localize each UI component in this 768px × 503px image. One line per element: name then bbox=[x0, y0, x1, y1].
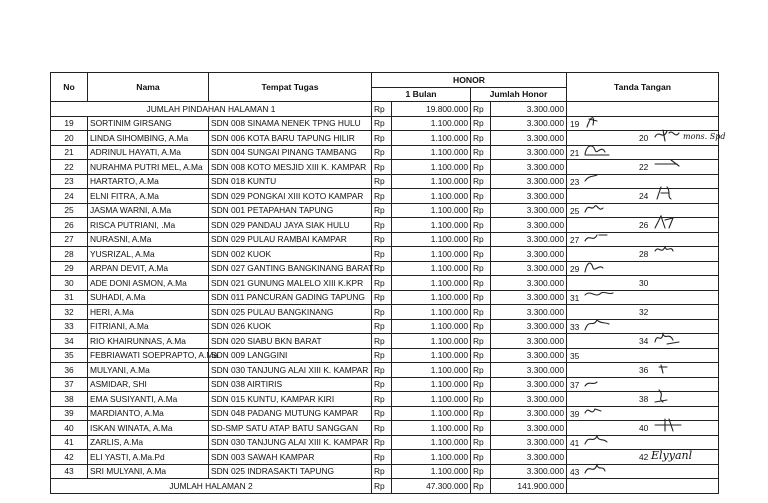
row-tempat-tugas: SDN 029 PONGKAI XIII KOTO KAMPAR bbox=[209, 189, 372, 204]
signature-number: 36 bbox=[639, 365, 649, 375]
row-number: 29 bbox=[51, 261, 88, 276]
row-bulan-amount: 1.100.000 bbox=[392, 363, 471, 378]
signature-cell bbox=[567, 435, 719, 450]
table-row bbox=[51, 319, 719, 334]
row-jumlah-amount: 3.300.000 bbox=[491, 174, 567, 189]
table-body bbox=[51, 102, 726, 479]
row-rp-1: Rp bbox=[372, 377, 392, 392]
row-bulan-amount: 1.100.000 bbox=[392, 203, 471, 218]
row-nama: ADE DONI ASMON, A.Ma bbox=[88, 276, 209, 291]
header-nama: Nama bbox=[88, 73, 209, 102]
row-bulan-amount: 1.100.000 bbox=[392, 276, 471, 291]
row-rp-1: Rp bbox=[372, 290, 392, 305]
row-rp-2: Rp bbox=[471, 464, 491, 479]
row-number: 19 bbox=[51, 116, 88, 131]
handwritten-signature bbox=[583, 171, 617, 189]
total-bulan-amount: 47.300.000 bbox=[392, 479, 471, 494]
row-tempat-tugas: SDN 008 SINAMA NENEK TPNG HULU bbox=[209, 116, 372, 131]
row-bulan-amount: 1.100.000 bbox=[392, 406, 471, 421]
table-row bbox=[51, 261, 719, 276]
signature-cell bbox=[567, 116, 719, 131]
handwritten-signature bbox=[583, 432, 617, 450]
row-number: 43 bbox=[51, 464, 88, 479]
row-number: 30 bbox=[51, 276, 88, 291]
row-nama: SRI MULYANI, A.Ma bbox=[88, 464, 209, 479]
row-number: 35 bbox=[51, 348, 88, 363]
row-jumlah-amount: 3.300.000 bbox=[491, 392, 567, 407]
row-rp-1: Rp bbox=[372, 450, 392, 465]
row-number: 40 bbox=[51, 421, 88, 436]
header-tanda-tangan: Tanda Tangan bbox=[567, 73, 719, 102]
row-jumlah-amount: 3.300.000 bbox=[491, 377, 567, 392]
carry-rp-1: Rp bbox=[372, 102, 392, 117]
row-tempat-tugas: SDN 026 KUOK bbox=[209, 319, 372, 334]
row-tempat-tugas: SDN 048 PADANG MUTUNG KAMPAR bbox=[209, 406, 372, 421]
row-nama: ISKAN WINATA, A.Ma bbox=[88, 421, 209, 436]
table-row bbox=[51, 276, 719, 291]
row-rp-2: Rp bbox=[471, 319, 491, 334]
honor-payment-table bbox=[50, 72, 726, 494]
table-row bbox=[51, 232, 719, 247]
row-nama: MULYANI, A.Ma bbox=[88, 363, 209, 378]
handwritten-signature bbox=[653, 156, 687, 174]
total-jumlah-amount: 141.900.000 bbox=[491, 479, 567, 494]
handwritten-signature bbox=[653, 359, 687, 377]
handwritten-signature bbox=[653, 388, 687, 406]
row-bulan-amount: 1.100.000 bbox=[392, 174, 471, 189]
handwritten-signature bbox=[583, 287, 617, 305]
row-rp-2: Rp bbox=[471, 305, 491, 320]
row-jumlah-amount: 3.300.000 bbox=[491, 421, 567, 436]
signature-number: 37 bbox=[570, 379, 580, 390]
table-row bbox=[51, 435, 719, 450]
row-rp-1: Rp bbox=[372, 435, 392, 450]
row-tempat-tugas: SDN 029 PANDAU JAYA SIAK HULU bbox=[209, 218, 372, 233]
table-row bbox=[51, 464, 719, 479]
row-tempat-tugas: SDN 006 KOTA BARU TAPUNG HILIR bbox=[209, 131, 372, 146]
row-tempat-tugas: SDN 025 INDRASAKTI TAPUNG bbox=[209, 464, 372, 479]
signature-number: 27 bbox=[570, 234, 580, 245]
signature-cell bbox=[567, 319, 719, 334]
row-rp-2: Rp bbox=[471, 261, 491, 276]
row-rp-2: Rp bbox=[471, 334, 491, 349]
row-rp-2: Rp bbox=[471, 435, 491, 450]
table-row bbox=[51, 450, 719, 465]
handwritten-signature bbox=[653, 243, 687, 261]
signature-number: 40 bbox=[639, 423, 649, 433]
signature-number: 38 bbox=[639, 394, 649, 404]
row-jumlah-amount: 3.300.000 bbox=[491, 203, 567, 218]
table-row bbox=[51, 305, 719, 320]
row-rp-2: Rp bbox=[471, 377, 491, 392]
row-rp-2: Rp bbox=[471, 421, 491, 436]
row-rp-1: Rp bbox=[372, 232, 392, 247]
table-row bbox=[51, 145, 719, 160]
row-rp-2: Rp bbox=[471, 276, 491, 291]
row-nama: ELI YASTI, A.Ma.Pd bbox=[88, 450, 209, 465]
row-tempat-tugas: SDN 027 GANTING BANGKINANG BARAT bbox=[209, 261, 372, 276]
row-rp-1: Rp bbox=[372, 406, 392, 421]
row-nama: SUHADI, A.Ma bbox=[88, 290, 209, 305]
row-rp-1: Rp bbox=[372, 276, 392, 291]
row-rp-1: Rp bbox=[372, 203, 392, 218]
signature-cell bbox=[567, 334, 719, 349]
row-number: 32 bbox=[51, 305, 88, 320]
carry-over-row bbox=[51, 102, 719, 117]
table-row bbox=[51, 247, 719, 262]
row-bulan-amount: 1.100.000 bbox=[392, 435, 471, 450]
row-jumlah-amount: 3.300.000 bbox=[491, 363, 567, 378]
row-jumlah-amount: 3.300.000 bbox=[491, 247, 567, 262]
row-number: 38 bbox=[51, 392, 88, 407]
row-tempat-tugas: SDN 025 PULAU BANGKINANG bbox=[209, 305, 372, 320]
row-jumlah-amount: 3.300.000 bbox=[491, 464, 567, 479]
row-number: 31 bbox=[51, 290, 88, 305]
row-rp-2: Rp bbox=[471, 218, 491, 233]
row-nama: JASMA WARNI, A.Ma bbox=[88, 203, 209, 218]
row-tempat-tugas: SD-SMP SATU ATAP BATU SANGGAN bbox=[209, 421, 372, 436]
row-bulan-amount: 1.100.000 bbox=[392, 319, 471, 334]
signature-number: 29 bbox=[570, 263, 580, 274]
row-rp-1: Rp bbox=[372, 116, 392, 131]
row-nama: HARTARTO, A.Ma bbox=[88, 174, 209, 189]
signature-number: 30 bbox=[639, 278, 649, 288]
table-row bbox=[51, 131, 719, 146]
handwritten-signature bbox=[653, 185, 687, 203]
handwritten-signature bbox=[583, 229, 617, 247]
signature-number: 33 bbox=[570, 321, 580, 332]
signature-cell bbox=[567, 290, 719, 305]
row-rp-2: Rp bbox=[471, 174, 491, 189]
row-jumlah-amount: 3.300.000 bbox=[491, 450, 567, 465]
row-jumlah-amount: 3.300.000 bbox=[491, 218, 567, 233]
row-tempat-tugas: SDN 004 SUNGAI PINANG TAMBANG bbox=[209, 145, 372, 160]
row-bulan-amount: 1.100.000 bbox=[392, 377, 471, 392]
row-nama: ELNI FITRA, A.Ma bbox=[88, 189, 209, 204]
row-number: 39 bbox=[51, 406, 88, 421]
row-rp-2: Rp bbox=[471, 131, 491, 146]
signature-number: 32 bbox=[639, 307, 649, 317]
table-row bbox=[51, 290, 719, 305]
handwritten-signature bbox=[653, 214, 687, 232]
signature-cell bbox=[567, 406, 719, 421]
table-row bbox=[51, 406, 719, 421]
signature-cell bbox=[567, 348, 719, 363]
signature-number: 39 bbox=[570, 408, 580, 419]
row-rp-2: Rp bbox=[471, 203, 491, 218]
row-number: 28 bbox=[51, 247, 88, 262]
row-bulan-amount: 1.100.000 bbox=[392, 348, 471, 363]
row-jumlah-amount: 3.300.000 bbox=[491, 276, 567, 291]
signature-cell bbox=[567, 203, 719, 218]
row-bulan-amount: 1.100.000 bbox=[392, 290, 471, 305]
handwritten-signature bbox=[583, 403, 617, 421]
handwritten-signature bbox=[653, 127, 687, 145]
row-rp-1: Rp bbox=[372, 131, 392, 146]
row-bulan-amount: 1.100.000 bbox=[392, 218, 471, 233]
table-row bbox=[51, 174, 719, 189]
row-nama: YUSRIZAL, A.Ma bbox=[88, 247, 209, 262]
row-jumlah-amount: 3.300.000 bbox=[491, 334, 567, 349]
row-bulan-amount: 1.100.000 bbox=[392, 261, 471, 276]
total-row bbox=[51, 479, 719, 494]
row-rp-2: Rp bbox=[471, 348, 491, 363]
handwritten-signature bbox=[583, 200, 617, 218]
row-nama: ARPAN DEVIT, A.Ma bbox=[88, 261, 209, 276]
row-jumlah-amount: 3.300.000 bbox=[491, 160, 567, 175]
row-tempat-tugas: SDN 029 PULAU RAMBAI KAMPAR bbox=[209, 232, 372, 247]
row-number: 26 bbox=[51, 218, 88, 233]
row-rp-2: Rp bbox=[471, 450, 491, 465]
header-honor: HONOR bbox=[372, 73, 567, 88]
table-row bbox=[51, 377, 719, 392]
row-rp-2: Rp bbox=[471, 247, 491, 262]
row-number: 21 bbox=[51, 145, 88, 160]
handwritten-signature bbox=[583, 316, 617, 334]
signature-cell bbox=[567, 174, 719, 189]
row-number: 24 bbox=[51, 189, 88, 204]
row-jumlah-amount: 3.300.000 bbox=[491, 319, 567, 334]
row-jumlah-amount: 3.300.000 bbox=[491, 145, 567, 160]
table-row bbox=[51, 116, 719, 131]
row-number: 34 bbox=[51, 334, 88, 349]
row-tempat-tugas: SDN 030 TANJUNG ALAI XIII K. KAMPAR bbox=[209, 435, 372, 450]
row-bulan-amount: 1.100.000 bbox=[392, 160, 471, 175]
row-number: 41 bbox=[51, 435, 88, 450]
row-tempat-tugas: SDN 003 SAWAH KAMPAR bbox=[209, 450, 372, 465]
row-nama: ADRINUL HAYATI, A.Ma bbox=[88, 145, 209, 160]
row-nama: FEBRIAWATI SOEPRAPTO, A.Ma bbox=[88, 348, 209, 363]
handwritten-signature bbox=[583, 461, 617, 479]
row-nama: SORTINIM GIRSANG bbox=[88, 116, 209, 131]
row-tempat-tugas: SDN 038 AIRTIRIS bbox=[209, 377, 372, 392]
row-tempat-tugas: SDN 001 PETAPAHAN TAPUNG bbox=[209, 203, 372, 218]
signature-number: 23 bbox=[570, 176, 580, 187]
row-number: 20 bbox=[51, 131, 88, 146]
signature-number: 26 bbox=[639, 220, 649, 230]
table-row bbox=[51, 363, 719, 378]
total-label: JUMLAH HALAMAN 2 bbox=[51, 479, 372, 494]
row-nama: FITRIANI, A.Ma bbox=[88, 319, 209, 334]
signature-number: 35 bbox=[570, 350, 580, 361]
carry-bulan-amount: 19.800.000 bbox=[392, 102, 471, 117]
row-bulan-amount: 1.100.000 bbox=[392, 334, 471, 349]
signature-cell-bottom bbox=[567, 479, 719, 494]
signature-number: 25 bbox=[570, 205, 580, 216]
row-jumlah-amount: 3.300.000 bbox=[491, 406, 567, 421]
row-jumlah-amount: 3.300.000 bbox=[491, 261, 567, 276]
row-rp-1: Rp bbox=[372, 247, 392, 262]
signature-cell bbox=[567, 145, 719, 160]
signature-number: 19 bbox=[570, 118, 580, 129]
row-number: 23 bbox=[51, 174, 88, 189]
row-jumlah-amount: 3.300.000 bbox=[491, 116, 567, 131]
signature-number: 21 bbox=[570, 147, 580, 158]
row-jumlah-amount: 3.300.000 bbox=[491, 232, 567, 247]
row-rp-2: Rp bbox=[471, 363, 491, 378]
row-rp-1: Rp bbox=[372, 363, 392, 378]
row-nama: EMA SUSIYANTI, A.Ma bbox=[88, 392, 209, 407]
row-nama: NURASNI, A.Ma bbox=[88, 232, 209, 247]
table-row bbox=[51, 421, 719, 436]
handwritten-signature bbox=[653, 417, 687, 435]
row-rp-1: Rp bbox=[372, 334, 392, 349]
row-rp-2: Rp bbox=[471, 232, 491, 247]
signature-number: 34 bbox=[639, 336, 649, 346]
row-rp-1: Rp bbox=[372, 261, 392, 276]
row-number: 22 bbox=[51, 160, 88, 175]
signature-number: 43 bbox=[570, 466, 580, 477]
handwritten-signature bbox=[583, 142, 617, 160]
row-number: 27 bbox=[51, 232, 88, 247]
row-tempat-tugas: SDN 002 KUOK bbox=[209, 247, 372, 262]
table-row bbox=[51, 218, 719, 233]
row-bulan-amount: 1.100.000 bbox=[392, 189, 471, 204]
row-jumlah-amount: 3.300.000 bbox=[491, 131, 567, 146]
signature-cell bbox=[567, 464, 719, 479]
row-nama: LINDA SIHOMBING, A.Ma bbox=[88, 131, 209, 146]
header-1-bulan: 1 Bulan bbox=[372, 87, 471, 102]
row-jumlah-amount: 3.300.000 bbox=[491, 305, 567, 320]
signature-number: 28 bbox=[639, 249, 649, 259]
row-rp-1: Rp bbox=[372, 464, 392, 479]
row-number: 37 bbox=[51, 377, 88, 392]
row-rp-1: Rp bbox=[372, 174, 392, 189]
row-rp-1: Rp bbox=[372, 348, 392, 363]
row-nama: ASMIDAR, SHI bbox=[88, 377, 209, 392]
row-nama: NURAHMA PUTRI MEL, A.Ma bbox=[88, 160, 209, 175]
row-rp-2: Rp bbox=[471, 392, 491, 407]
carry-over-label: JUMLAH PINDAHAN HALAMAN 1 bbox=[51, 102, 372, 117]
row-rp-2: Rp bbox=[471, 145, 491, 160]
row-tempat-tugas: SDN 008 KOTO MESJID XIII K. KAMPAR bbox=[209, 160, 372, 175]
row-number: 36 bbox=[51, 363, 88, 378]
row-bulan-amount: 1.100.000 bbox=[392, 392, 471, 407]
row-jumlah-amount: 3.300.000 bbox=[491, 348, 567, 363]
header-jumlah-honor: Jumlah Honor bbox=[471, 87, 567, 102]
signature-number: 42 bbox=[639, 452, 649, 462]
row-rp-1: Rp bbox=[372, 319, 392, 334]
row-bulan-amount: 1.100.000 bbox=[392, 421, 471, 436]
row-bulan-amount: 1.100.000 bbox=[392, 450, 471, 465]
table-row bbox=[51, 392, 719, 407]
row-bulan-amount: 1.100.000 bbox=[392, 116, 471, 131]
header-no: No bbox=[51, 73, 88, 102]
table-row bbox=[51, 348, 719, 363]
handwritten-signature bbox=[583, 258, 617, 276]
table-row bbox=[51, 160, 719, 175]
signature-number: 24 bbox=[639, 191, 649, 201]
row-bulan-amount: 1.100.000 bbox=[392, 145, 471, 160]
signature-number: 31 bbox=[570, 292, 580, 303]
row-rp-1: Rp bbox=[372, 421, 392, 436]
signature-cell bbox=[567, 377, 719, 392]
row-jumlah-amount: 3.300.000 bbox=[491, 189, 567, 204]
row-number: 25 bbox=[51, 203, 88, 218]
row-number: 33 bbox=[51, 319, 88, 334]
header-tempat-tugas: Tempat Tugas bbox=[209, 73, 372, 102]
row-rp-2: Rp bbox=[471, 160, 491, 175]
row-rp-1: Rp bbox=[372, 189, 392, 204]
row-nama: RIO KHAIRUNNAS, A.Ma bbox=[88, 334, 209, 349]
signature-cell bbox=[567, 232, 719, 247]
row-bulan-amount: 1.100.000 bbox=[392, 305, 471, 320]
table-row bbox=[51, 203, 719, 218]
row-rp-1: Rp bbox=[372, 218, 392, 233]
row-tempat-tugas: SDN 030 TANJUNG ALAI XIII K. KAMPAR bbox=[209, 363, 372, 378]
signature-handwritten-text: mons. Spd bbox=[683, 132, 726, 141]
row-rp-1: Rp bbox=[372, 160, 392, 175]
carry-jumlah-amount: 3.300.000 bbox=[491, 102, 567, 117]
table-row bbox=[51, 334, 719, 349]
row-tempat-tugas: SDN 020 SIABU BKN BARAT bbox=[209, 334, 372, 349]
handwritten-signature bbox=[583, 374, 617, 392]
row-rp-1: Rp bbox=[372, 145, 392, 160]
row-tempat-tugas: SDN 015 KUNTU, KAMPAR KIRI bbox=[209, 392, 372, 407]
row-nama: RISCA PUTRIANI, .Ma bbox=[88, 218, 209, 233]
row-bulan-amount: 1.100.000 bbox=[392, 232, 471, 247]
row-nama: ZARLIS, A.Ma bbox=[88, 435, 209, 450]
row-tempat-tugas: SDN 018 KUNTU bbox=[209, 174, 372, 189]
carry-rp-2: Rp bbox=[471, 102, 491, 117]
row-bulan-amount: 1.100.000 bbox=[392, 464, 471, 479]
row-bulan-amount: 1.100.000 bbox=[392, 247, 471, 262]
row-rp-2: Rp bbox=[471, 116, 491, 131]
row-rp-2: Rp bbox=[471, 406, 491, 421]
row-nama: HERI, A.Ma bbox=[88, 305, 209, 320]
handwritten-signature bbox=[583, 113, 617, 131]
row-bulan-amount: 1.100.000 bbox=[392, 131, 471, 146]
row-number: 42 bbox=[51, 450, 88, 465]
signature-number: 41 bbox=[570, 437, 580, 448]
row-tempat-tugas: SDN 011 PANCURAN GADING TAPUNG bbox=[209, 290, 372, 305]
row-rp-2: Rp bbox=[471, 189, 491, 204]
row-jumlah-amount: 3.300.000 bbox=[491, 290, 567, 305]
signature-handwritten-text: Elyyanl bbox=[651, 449, 693, 462]
handwritten-signature bbox=[653, 330, 687, 348]
row-tempat-tugas: SDN 009 LANGGINI bbox=[209, 348, 372, 363]
signature-cell bbox=[567, 261, 719, 276]
row-rp-2: Rp bbox=[471, 290, 491, 305]
row-nama: MARDIANTO, A.Ma bbox=[88, 406, 209, 421]
row-tempat-tugas: SDN 021 GUNUNG MALELO XIII K.KPR bbox=[209, 276, 372, 291]
row-jumlah-amount: 3.300.000 bbox=[491, 435, 567, 450]
table-row bbox=[51, 189, 719, 204]
signature-number: 22 bbox=[639, 162, 649, 172]
row-rp-1: Rp bbox=[372, 392, 392, 407]
total-rp-1: Rp bbox=[372, 479, 392, 494]
signature-number: 20 bbox=[639, 133, 649, 143]
row-rp-1: Rp bbox=[372, 305, 392, 320]
total-rp-2: Rp bbox=[471, 479, 491, 494]
